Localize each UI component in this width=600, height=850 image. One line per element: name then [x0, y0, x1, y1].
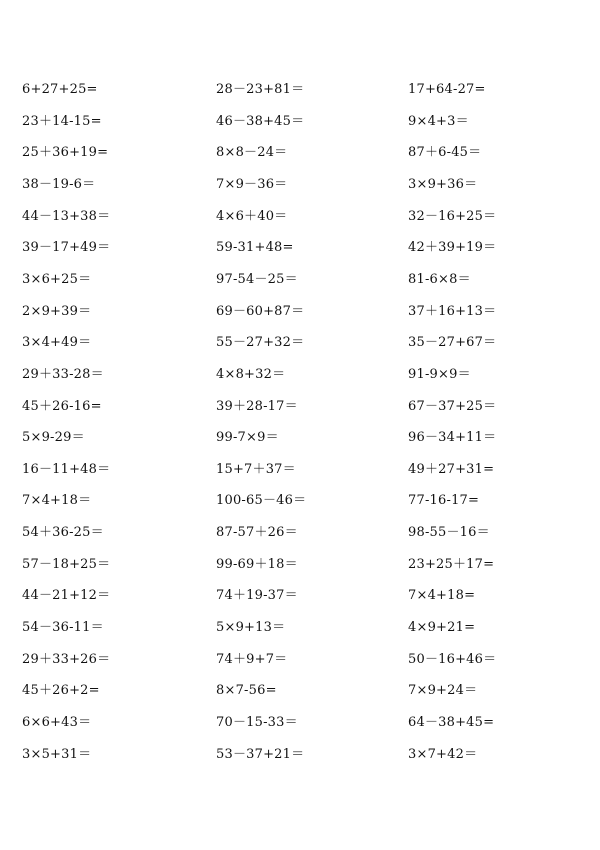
problem-c2-r18: 5×9+13＝ — [216, 620, 286, 635]
problem-c3-r15: 98-55－16＝ — [408, 525, 490, 541]
problem-c3-r18: 4×9+21= — [408, 620, 476, 635]
problem-c1-r4: 38－19-6＝ — [22, 176, 96, 192]
problem-c1-r14: 7×4+18＝ — [22, 493, 92, 509]
problem-c2-r21: 70－15-33＝ — [216, 715, 298, 730]
problem-c3-r11: 67－37+25＝ — [408, 398, 497, 414]
problem-c1-r3: 25＋36+19= — [22, 145, 109, 161]
problem-c1-r11: 45＋26-16= — [22, 398, 102, 414]
problem-c3-r22: 3×7+42＝ — [408, 746, 478, 762]
problem-c2-r2: 46－38+45＝ — [216, 113, 305, 129]
problem-c1-r10: 29＋33-28＝ — [22, 366, 104, 382]
problem-c2-r20: 8×7-56= — [216, 683, 277, 699]
problem-c3-r1: 17+64-27= — [408, 82, 486, 97]
problem-c2-r3: 8×8－24＝ — [216, 145, 288, 161]
problem-c2-r17: 74＋19-37＝ — [216, 588, 298, 604]
problem-c3-r8: 37＋16+13＝ — [408, 303, 497, 319]
problem-c1-r18: 54－36-11＝ — [22, 620, 104, 635]
problem-c3-r13: 49＋27+31= — [408, 461, 495, 477]
problem-c3-r7: 81-6×8＝ — [408, 271, 471, 287]
problem-c1-r19: 29＋33+26＝ — [22, 651, 111, 667]
problem-c3-r17: 7×4+18= — [408, 588, 476, 604]
problem-c3-r16: 23+25＋17= — [408, 556, 495, 572]
problem-c1-r20: 45＋26+2= — [22, 683, 100, 699]
problem-c1-r21: 6×6+43＝ — [22, 715, 92, 730]
problem-c1-r6: 39－17+49＝ — [22, 240, 111, 256]
problem-c2-r19: 74＋9+7＝ — [216, 651, 288, 667]
problem-c2-r9: 55－27+32＝ — [216, 335, 305, 351]
problem-c2-r4: 7×9－36＝ — [216, 176, 288, 192]
problem-c3-r2: 9×4+3＝ — [408, 113, 469, 129]
problem-c1-r2: 23＋14-15= — [22, 113, 102, 129]
problem-c2-r6: 59-31+48= — [216, 240, 294, 256]
problem-c3-r5: 32－16+25＝ — [408, 208, 497, 224]
problem-c3-r9: 35－27+67＝ — [408, 335, 497, 351]
problem-c3-r21: 64－38+45= — [408, 715, 495, 730]
problem-c2-r12: 99-7×9＝ — [216, 430, 279, 446]
problem-c3-r12: 96－34+11＝ — [408, 430, 497, 446]
problem-c3-r19: 50－16+46＝ — [408, 651, 497, 667]
problem-c3-r3: 87＋6-45＝ — [408, 145, 482, 161]
problem-c2-r11: 39＋28-17＝ — [216, 398, 298, 414]
problem-c1-r1: 6+27+25= — [22, 82, 98, 97]
problem-c2-r7: 97-54－25＝ — [216, 271, 298, 287]
problem-c2-r22: 53－37+21＝ — [216, 746, 305, 762]
problem-c2-r16: 99-69＋18＝ — [216, 556, 298, 572]
problem-c3-r4: 3×9+36＝ — [408, 176, 478, 192]
problem-c1-r12: 5×9-29＝ — [22, 430, 85, 446]
problem-c3-r6: 42＋39+19＝ — [408, 240, 497, 256]
problem-c1-r16: 57－18+25＝ — [22, 556, 111, 572]
problem-c1-r15: 54＋36-25＝ — [22, 525, 104, 541]
problem-c2-r13: 15+7＋37＝ — [216, 461, 296, 477]
problem-c2-r8: 69－60+87＝ — [216, 303, 305, 319]
problem-c2-r1: 28－23+81＝ — [216, 82, 305, 97]
problem-c2-r15: 87-57＋26＝ — [216, 525, 298, 541]
problem-c1-r5: 44－13+38＝ — [22, 208, 111, 224]
problem-c3-r10: 91-9×9＝ — [408, 366, 471, 382]
problem-c2-r14: 100-65－46＝ — [216, 493, 307, 509]
problem-c2-r10: 4×8+32＝ — [216, 366, 286, 382]
problem-c1-r7: 3×6+25＝ — [22, 271, 92, 287]
problem-c2-r5: 4×6＋40＝ — [216, 208, 288, 224]
problem-c1-r13: 16－11+48＝ — [22, 461, 111, 477]
problem-c3-r20: 7×9+24＝ — [408, 683, 478, 699]
problem-c3-r14: 77-16-17= — [408, 493, 480, 509]
problem-c1-r9: 3×4+49＝ — [22, 335, 92, 351]
problem-c1-r22: 3×5+31＝ — [22, 746, 92, 762]
problem-c1-r8: 2×9+39＝ — [22, 303, 92, 319]
problem-c1-r17: 44－21+12＝ — [22, 588, 111, 604]
